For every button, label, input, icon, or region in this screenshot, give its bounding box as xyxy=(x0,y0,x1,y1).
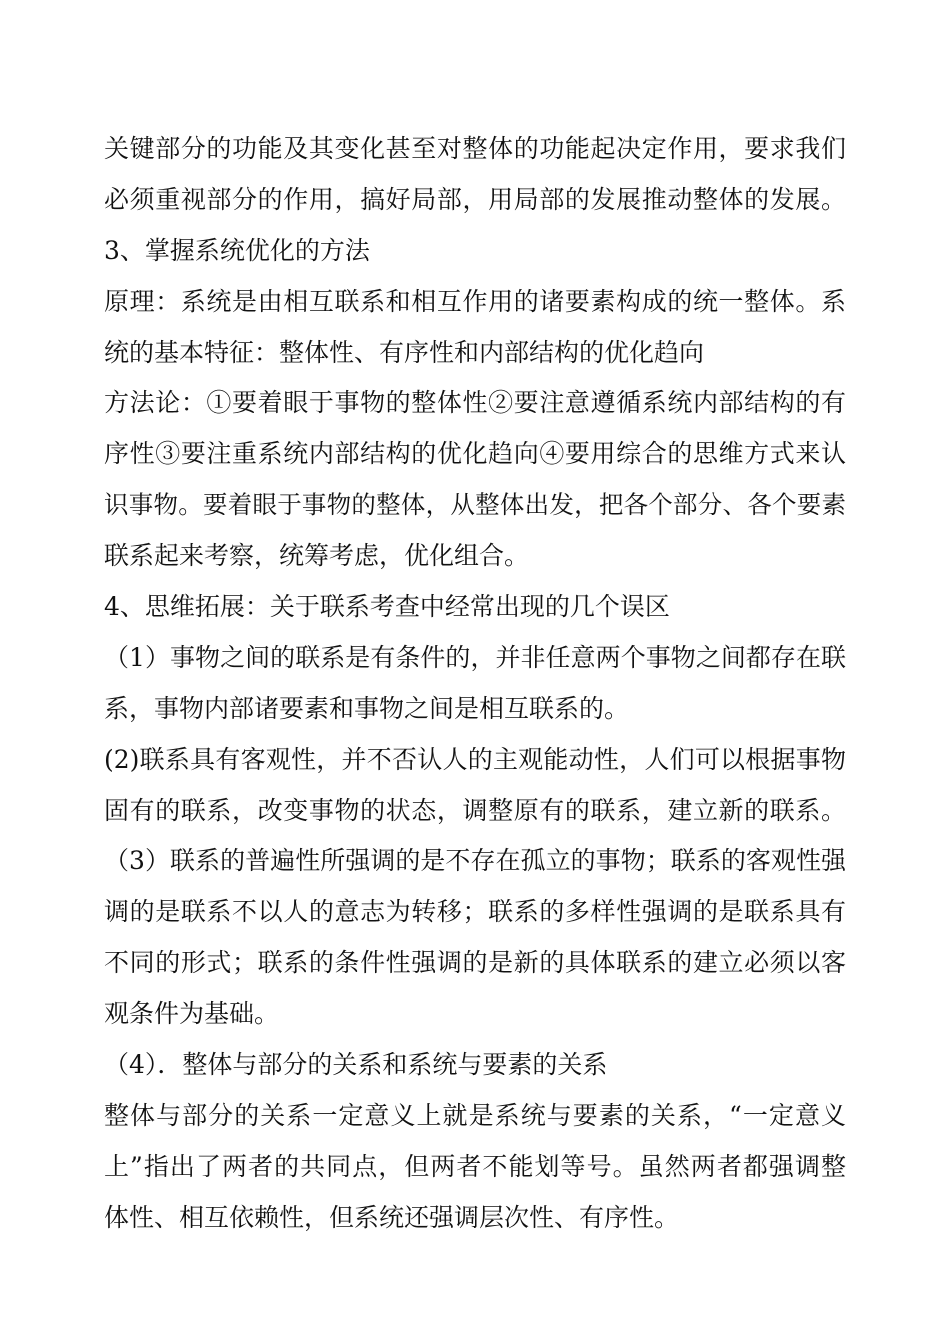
text-line: 上”指出了两者的共同点，但两者不能划等号。虽然两者都强调整 xyxy=(104,1151,846,1181)
text-line: 必须重视部分的作用，搞好局部，用局部的发展推动整体的发展。 xyxy=(104,184,846,214)
text-line: 联系起来考察，统筹考虑，优化组合。 xyxy=(104,541,530,571)
section-heading: 3、掌握系统优化的方法 xyxy=(104,235,370,265)
text-line: 方法论：①要着眼于事物的整体性②要注意遵循系统内部结构的有 xyxy=(104,388,846,418)
body-text xyxy=(104,124,846,1244)
text-line: （1）事物之间的联系是有条件的，并非任意两个事物之间都存在联 xyxy=(104,642,846,672)
text-line: 识事物。要着眼于事物的整体，从整体出发，把各个部分、各个要素 xyxy=(104,490,846,520)
text-line: （3）联系的普遍性所强调的是不存在孤立的事物；联系的客观性强 xyxy=(104,846,846,876)
section-heading: 4、思维拓展：关于联系考查中经常出现的几个误区 xyxy=(104,592,670,622)
text-line: 不同的形式；联系的条件性强调的是新的具体联系的建立必须以客 xyxy=(104,948,846,978)
text-line: 调的是联系不以人的意志为转移；联系的多样性强调的是联系具有 xyxy=(104,897,846,927)
text-line: (2)联系具有客观性，并不否认人的主观能动性，人们可以根据事物 xyxy=(104,744,846,774)
text-line: 观条件为基础。 xyxy=(104,999,280,1029)
text-line: 固有的联系，改变事物的状态，调整原有的联系，建立新的联系。 xyxy=(104,795,846,825)
text-line: 整体与部分的关系一定意义上就是系统与要素的关系，“一定意义 xyxy=(104,1100,846,1130)
text-line: 体性、相互依赖性，但系统还强调层次性、有序性。 xyxy=(104,1202,680,1232)
text-line: 关键部分的功能及其变化甚至对整体的功能起决定作用，要求我们 xyxy=(104,134,846,163)
text-line: 统的基本特征：整体性、有序性和内部结构的优化趋向 xyxy=(104,337,705,367)
text-line: 系，事物内部诸要素和事物之间是相互联系的。 xyxy=(104,693,630,723)
text-line: 序性③要注重系统内部结构的优化趋向④要用综合的思维方式来认 xyxy=(104,439,846,469)
section-heading: （4）．整体与部分的关系和系统与要素的关系 xyxy=(104,1050,608,1080)
text-line: 原理：系统是由相互联系和相互作用的诸要素构成的统一整体。系 xyxy=(104,286,846,316)
